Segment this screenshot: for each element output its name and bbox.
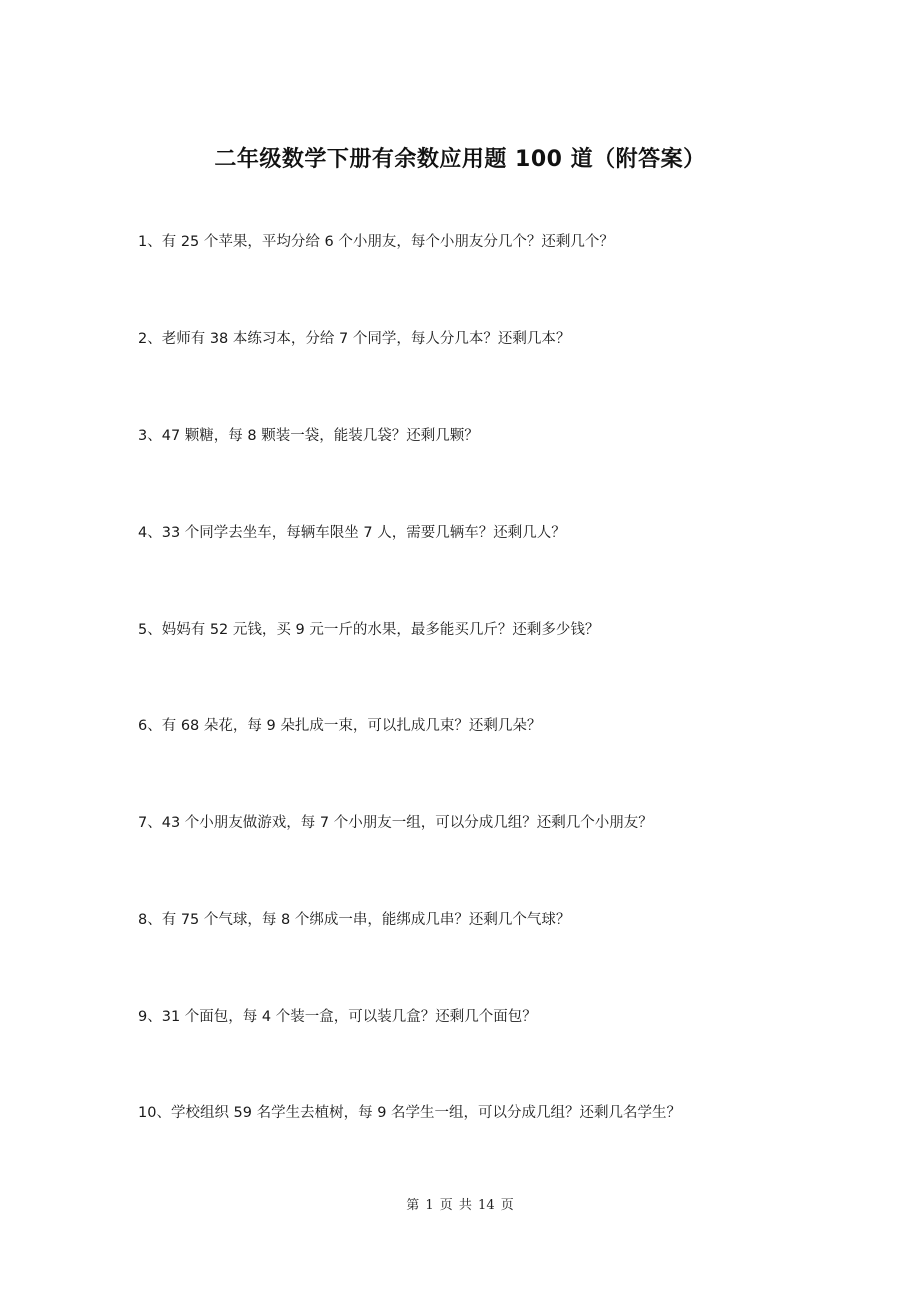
page-footer: 第 1 页 共 14 页 — [406, 1198, 514, 1213]
page-title: 二年级数学下册有余数应用题 100 道（附答案） — [214, 147, 706, 172]
question-9: 9、31 个面包，每 4 个装一盒，可以装几盒？还剩几个面包？ — [138, 1009, 537, 1025]
question-7: 7、43 个小朋友做游戏，每 7 个小朋友一组，可以分成几组？还剩几个小朋友？ — [138, 815, 653, 831]
question-3: 3、47 颗糖，每 8 颗装一袋，能装几袋？还剩几颗？ — [138, 428, 479, 444]
question-5: 5、妈妈有 52 元钱，买 9 元一斤的水果，最多能买几斤？还剩多少钱？ — [138, 622, 600, 638]
question-6: 6、有 68 朵花，每 9 朵扎成一束，可以扎成几束？还剩几朵？ — [138, 718, 542, 734]
question-1: 1、有 25 个苹果，平均分给 6 个小朋友，每个小朋友分几个？还剩几个？ — [138, 234, 614, 250]
question-4: 4、33 个同学去坐车，每辆车限坐 7 人，需要几辆车？还剩几人？ — [138, 525, 566, 541]
question-8: 8、有 75 个气球，每 8 个绑成一串，能绑成几串？还剩几个气球？ — [138, 912, 571, 928]
question-10: 10、学校组织 59 名学生去植树，每 9 名学生一组，可以分成几组？还剩几名学生？ — [138, 1105, 682, 1121]
question-2: 2、老师有 38 本练习本，分给 7 个同学，每人分几本？还剩几本？ — [138, 331, 571, 347]
